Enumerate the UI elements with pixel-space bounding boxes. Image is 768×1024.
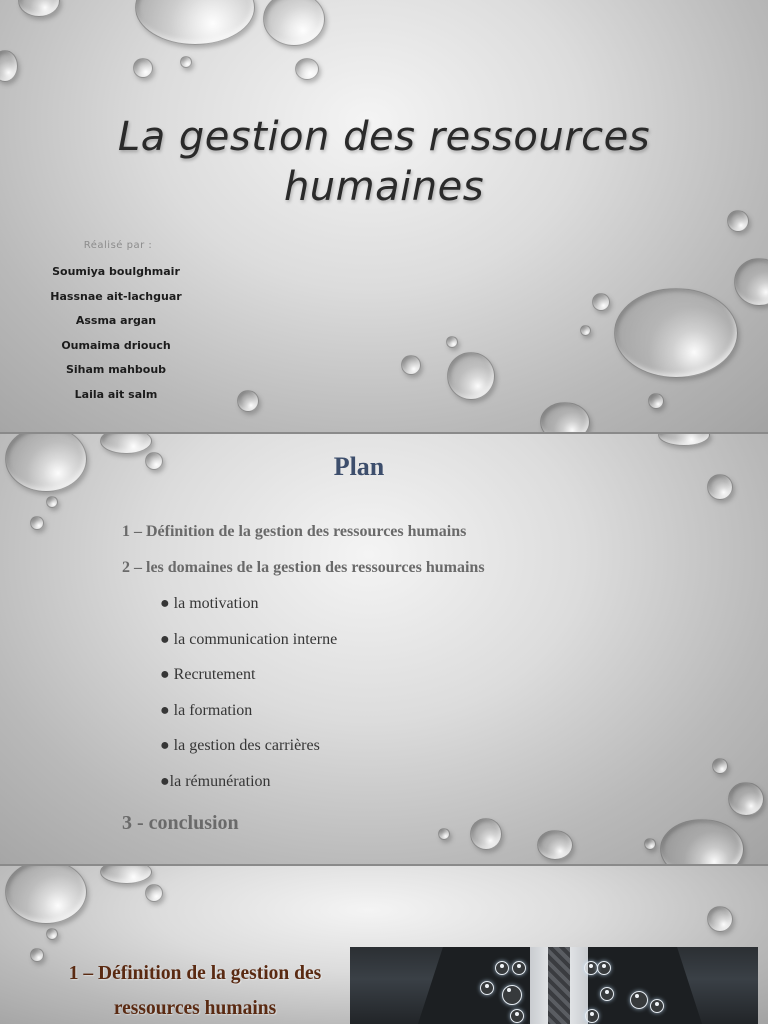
- plan-list: [122, 523, 485, 835]
- water-drop-decoration: [728, 782, 764, 816]
- section-title-line-2: ressources humains: [113, 998, 277, 1019]
- person-network-icon: [585, 1009, 599, 1023]
- water-drop-decoration: [658, 434, 710, 446]
- person-network-icon: [495, 961, 509, 975]
- water-drop-decoration: [180, 56, 192, 68]
- person-network-icon: [600, 987, 614, 1001]
- water-drop-decoration: [46, 496, 58, 508]
- person-network-icon: [502, 985, 522, 1005]
- authors-label: Réalisé par :: [83, 240, 153, 251]
- plan-item: 1 – Définition de la gestion des ressources humains: [122, 523, 467, 540]
- water-drop-decoration: [100, 434, 152, 454]
- water-drop-decoration: [660, 819, 744, 864]
- person-network-icon: [512, 961, 526, 975]
- presentation-title: [0, 112, 768, 212]
- water-drop-decoration: [237, 390, 259, 412]
- water-drop-decoration: [5, 866, 87, 924]
- author-name: Laila ait salm: [74, 387, 158, 401]
- person-network-icon: [584, 961, 598, 975]
- author-name: Hassnae ait-lachguar: [50, 289, 182, 303]
- water-drop-decoration: [401, 355, 421, 375]
- water-drop-decoration: [18, 0, 60, 17]
- water-drop-decoration: [614, 288, 738, 378]
- title-slide: [0, 0, 768, 432]
- water-drop-decoration: [644, 838, 656, 850]
- tie-shape: [548, 947, 570, 1024]
- plan-subitem: ● la gestion des carrières: [160, 737, 320, 754]
- definition-slide: [0, 866, 768, 1024]
- water-drop-decoration: [145, 884, 163, 902]
- plan-title: Plan: [333, 452, 385, 481]
- water-drop-decoration: [447, 352, 495, 400]
- plan-slide: [0, 434, 768, 864]
- title-line-2: humaines: [283, 164, 485, 210]
- author-name: Soumiya boulghmair: [52, 265, 180, 278]
- plan-item-conclusion: 3 - conclusion: [122, 811, 239, 834]
- water-drop-decoration: [707, 906, 733, 932]
- water-drop-decoration: [295, 58, 319, 80]
- plan-subitem: ● la communication interne: [160, 630, 338, 648]
- author-name: Siham mahboub: [65, 363, 167, 377]
- water-drop-decoration: [263, 0, 325, 46]
- water-drop-decoration: [712, 758, 728, 774]
- authors-list: [40, 264, 192, 412]
- plan-subitem: ●la rémunération: [160, 772, 271, 790]
- water-drop-decoration: [537, 830, 573, 860]
- person-network-icon: [510, 1009, 524, 1023]
- water-drop-decoration: [0, 50, 18, 82]
- water-drop-decoration: [446, 336, 458, 348]
- title-line-1: La gestion des ressources: [117, 114, 651, 160]
- person-network-icon: [630, 991, 648, 1009]
- plan-subitem: ● Recrutement: [160, 666, 256, 683]
- water-drop-decoration: [592, 293, 610, 311]
- water-drop-decoration: [648, 393, 664, 409]
- water-drop-decoration: [135, 0, 255, 45]
- person-network-icon: [597, 961, 611, 975]
- water-drop-decoration: [30, 516, 44, 530]
- person-network-icon: [650, 999, 664, 1013]
- water-drop-decoration: [46, 928, 58, 940]
- plan-item: 2 – les domaines de la gestion des ressources humains: [122, 559, 485, 576]
- water-drop-decoration: [133, 58, 153, 78]
- water-drop-decoration: [734, 258, 768, 306]
- person-network-icon: [480, 981, 494, 995]
- water-drop-decoration: [580, 325, 591, 336]
- section-title-line-1: 1 – Définition de la gestion des: [68, 963, 322, 984]
- author-name: Assma argan: [75, 314, 157, 328]
- water-drop-decoration: [727, 210, 749, 232]
- plan-subitem: ● la motivation: [160, 595, 259, 612]
- business-man-network-image: [350, 947, 758, 1024]
- author-name: Oumaima driouch: [61, 338, 171, 352]
- water-drop-decoration: [100, 866, 152, 884]
- plan-subitem: ● la formation: [160, 701, 253, 719]
- section-title: [40, 956, 350, 1024]
- water-drop-decoration: [540, 402, 590, 432]
